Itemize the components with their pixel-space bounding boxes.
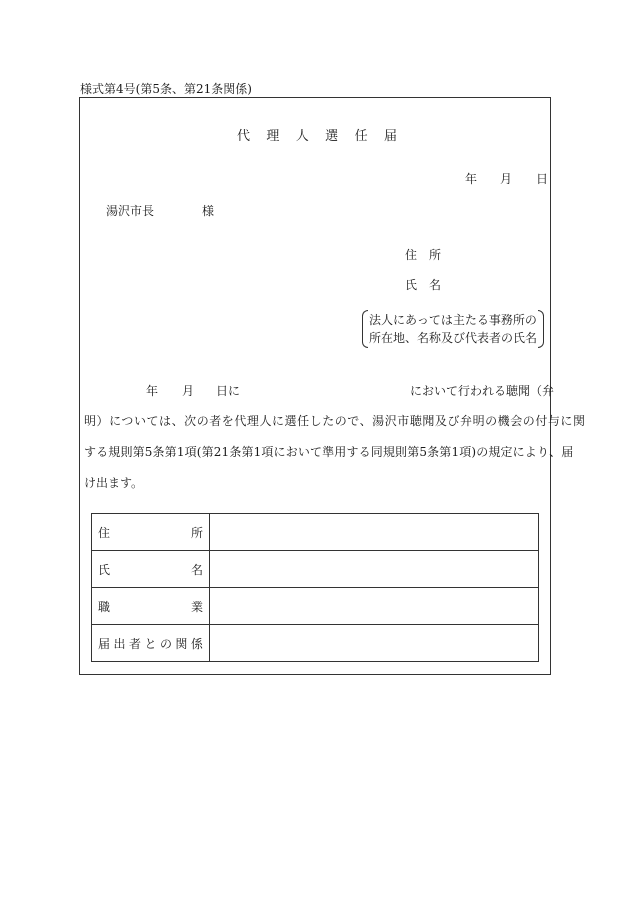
agent-name-value [210,551,538,587]
label-char: と [144,636,157,651]
date-year-label: 年 [465,172,478,186]
addressee: 湯沢市長 [106,204,155,218]
title-char: 届 [383,129,397,144]
agent-address-field[interactable] [210,514,539,551]
label-char: 名 [190,562,203,577]
table-row [92,625,539,662]
row-label-occupation [92,588,210,625]
label-char: の [159,636,172,651]
row-label-name [92,551,210,588]
note-left-bracket [362,310,368,348]
label-char: 所 [190,525,203,540]
label-char: 業 [190,599,203,614]
applicant-name-label: 氏 名 [405,278,442,292]
title-char: 選 [325,129,339,144]
agent-address-value [210,514,538,550]
label-char: 者 [128,636,141,651]
row-label-relationship [92,625,210,662]
agent-info-table [91,513,539,662]
form-number-label: 様式第4号(第5条、第21条関係) [80,82,252,96]
label-char: 氏 [98,562,111,577]
date-month-label: 月 [500,172,513,186]
body-line-3: する規則第5条第1項(第21条第1項において準用する同規則第5条第1項)の規定により、届 [84,445,574,459]
agent-occupation-value [210,588,538,624]
agent-name-field[interactable] [210,551,539,588]
relationship-field[interactable] [210,625,539,662]
hearing-month-label: 月 [182,384,195,398]
label-char: 係 [190,636,203,651]
label-char: 届 [98,636,111,651]
table-row [92,551,539,588]
body-line-2: 明）については、次の者を代理人に選任したので、湯沢市聴聞及び弁明の機会の付与に関 [84,414,586,428]
body-line-1-tail: において行われる聴聞（弁 [410,384,555,398]
note-line: 所在地、名称及び代表者の氏名 [369,331,538,345]
addressee-suffix: 様 [202,204,215,218]
row-label-address [92,514,210,551]
title-char: 任 [354,129,368,144]
applicant-address-label: 住 所 [405,248,442,262]
table-row [92,588,539,625]
note-right-bracket [538,310,544,348]
agent-occupation-field[interactable] [210,588,539,625]
label-char: 住 [98,525,111,540]
date-day-label: 日 [536,172,549,186]
label-char: 出 [113,636,126,651]
title-char: 代 [237,129,251,144]
hearing-year-label: 年 [146,384,159,398]
title-char: 理 [266,129,280,144]
hearing-day-label: 日に [216,384,241,398]
body-line-4: け出ます。 [84,476,144,490]
corporate-note [362,310,544,348]
note-line: 法人にあっては主たる事務所の [369,313,537,327]
label-char: 関 [175,636,188,651]
label-char: 職 [98,599,111,614]
table-row [92,514,539,551]
relationship-value [210,625,538,661]
title-char: 人 [295,129,309,144]
